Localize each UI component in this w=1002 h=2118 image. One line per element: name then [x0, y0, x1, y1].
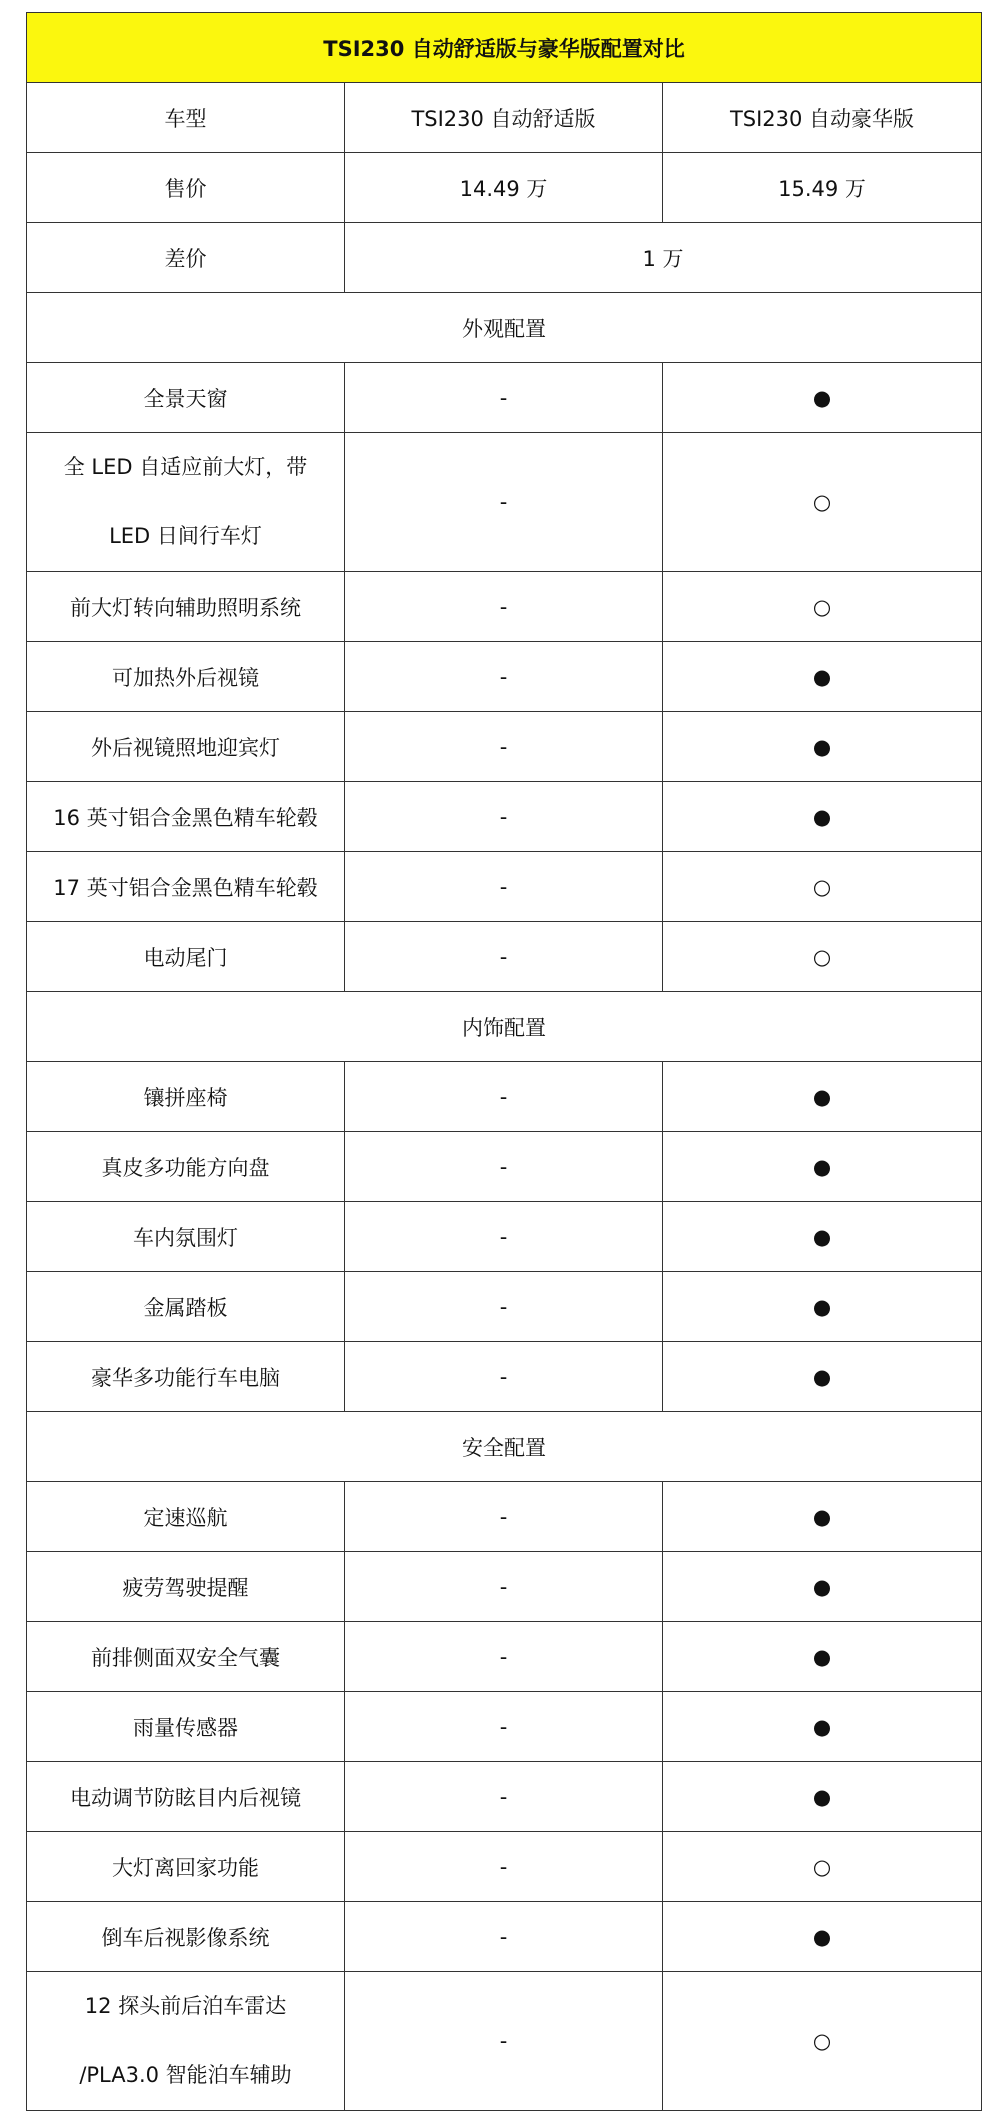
standard-filled-dot-icon: ●: [663, 1692, 982, 1762]
optional-hollow-circle-icon: ○: [663, 433, 982, 572]
feature-name: 外后视镜照地迎宾灯: [27, 712, 345, 782]
comfort-availability: -: [345, 642, 663, 712]
table-row: [27, 433, 982, 572]
comfort-availability: -: [345, 922, 663, 992]
table-row: [27, 1482, 982, 1552]
header-comfort-trim: TSI230 自动舒适版: [345, 83, 663, 153]
comfort-availability: -: [345, 1062, 663, 1132]
section-title: 内饰配置: [27, 992, 982, 1062]
section-header-row: [27, 992, 982, 1062]
comfort-availability: -: [345, 1832, 663, 1902]
feature-name: 定速巡航: [27, 1482, 345, 1552]
comfort-availability: -: [345, 572, 663, 642]
standard-filled-dot-icon: ●: [663, 1552, 982, 1622]
standard-filled-dot-icon: ●: [663, 1272, 982, 1342]
table-row: [27, 1132, 982, 1202]
table-row: [27, 1832, 982, 1902]
comfort-availability: -: [345, 1762, 663, 1832]
optional-hollow-circle-icon: ○: [663, 1972, 982, 2111]
table-row: [27, 1762, 982, 1832]
feature-name: 前大灯转向辅助照明系统: [27, 572, 345, 642]
title-row: [27, 13, 982, 83]
standard-filled-dot-icon: ●: [663, 1622, 982, 1692]
optional-hollow-circle-icon: ○: [663, 1832, 982, 1902]
standard-filled-dot-icon: ●: [663, 1342, 982, 1412]
standard-filled-dot-icon: ●: [663, 1062, 982, 1132]
comfort-availability: -: [345, 1202, 663, 1272]
standard-filled-dot-icon: ●: [663, 782, 982, 852]
comfort-availability: -: [345, 1902, 663, 1972]
price-comfort: 14.49 万: [345, 153, 663, 223]
optional-hollow-circle-icon: ○: [663, 852, 982, 922]
table-row: [27, 1972, 982, 2111]
standard-filled-dot-icon: ●: [663, 1132, 982, 1202]
comfort-availability: -: [345, 712, 663, 782]
table-row: [27, 782, 982, 852]
table-title: TSI230 自动舒适版与豪华版配置对比: [27, 13, 982, 83]
feature-name: 全景天窗: [27, 363, 345, 433]
standard-filled-dot-icon: ●: [663, 712, 982, 782]
standard-filled-dot-icon: ●: [663, 363, 982, 433]
standard-filled-dot-icon: ●: [663, 1902, 982, 1972]
comfort-availability: -: [345, 852, 663, 922]
comfort-availability: -: [345, 1692, 663, 1762]
feature-name: 雨量传感器: [27, 1692, 345, 1762]
standard-filled-dot-icon: ●: [663, 642, 982, 712]
comfort-availability: -: [345, 1622, 663, 1692]
diff-row: [27, 223, 982, 293]
table-row: [27, 1202, 982, 1272]
section-title: 安全配置: [27, 1412, 982, 1482]
price-row: [27, 153, 982, 223]
table-row: [27, 1902, 982, 1972]
table-row: [27, 1552, 982, 1622]
feature-name: 金属踏板: [27, 1272, 345, 1342]
comfort-availability: -: [345, 782, 663, 852]
feature-name: 倒车后视影像系统: [27, 1902, 345, 1972]
feature-name: 真皮多功能方向盘: [27, 1132, 345, 1202]
feature-name: 电动尾门: [27, 922, 345, 992]
section-title: 外观配置: [27, 293, 982, 363]
standard-filled-dot-icon: ●: [663, 1482, 982, 1552]
comfort-availability: -: [345, 433, 663, 572]
table-row: [27, 1272, 982, 1342]
optional-hollow-circle-icon: ○: [663, 922, 982, 992]
feature-name: 疲劳驾驶提醒: [27, 1552, 345, 1622]
standard-filled-dot-icon: ●: [663, 1202, 982, 1272]
diff-label: 差价: [27, 223, 345, 293]
feature-name: 大灯离回家功能: [27, 1832, 345, 1902]
comfort-availability: -: [345, 1342, 663, 1412]
price-luxury: 15.49 万: [663, 153, 982, 223]
diff-value: 1 万: [345, 223, 982, 293]
comfort-availability: -: [345, 1972, 663, 2111]
feature-name: 全 LED 自适应前大灯，带 LED 日间行车灯: [27, 433, 345, 572]
comparison-table: [26, 12, 982, 2111]
feature-name: 可加热外后视镜: [27, 642, 345, 712]
header-luxury-trim: TSI230 自动豪华版: [663, 83, 982, 153]
comfort-availability: -: [345, 1482, 663, 1552]
price-label: 售价: [27, 153, 345, 223]
comfort-availability: -: [345, 1552, 663, 1622]
table-row: [27, 922, 982, 992]
header-model-label: 车型: [27, 83, 345, 153]
comfort-availability: -: [345, 363, 663, 433]
feature-name: 电动调节防眩目内后视镜: [27, 1762, 345, 1832]
comfort-availability: -: [345, 1132, 663, 1202]
standard-filled-dot-icon: ●: [663, 1762, 982, 1832]
table-row: [27, 712, 982, 782]
section-header-row: [27, 293, 982, 363]
header-row: [27, 83, 982, 153]
table-row: [27, 1622, 982, 1692]
feature-name: 16 英寸铝合金黑色精车轮毂: [27, 782, 345, 852]
table-row: [27, 852, 982, 922]
feature-name: 镶拼座椅: [27, 1062, 345, 1132]
feature-name: 12 探头前后泊车雷达 /PLA3.0 智能泊车辅助: [27, 1972, 345, 2111]
table-row: [27, 1342, 982, 1412]
feature-name: 豪华多功能行车电脑: [27, 1342, 345, 1412]
section-header-row: [27, 1412, 982, 1482]
table-row: [27, 1692, 982, 1762]
feature-name: 17 英寸铝合金黑色精车轮毂: [27, 852, 345, 922]
feature-name: 车内氛围灯: [27, 1202, 345, 1272]
table-row: [27, 1062, 982, 1132]
comfort-availability: -: [345, 1272, 663, 1342]
table-row: [27, 363, 982, 433]
table-row: [27, 642, 982, 712]
optional-hollow-circle-icon: ○: [663, 572, 982, 642]
feature-name: 前排侧面双安全气囊: [27, 1622, 345, 1692]
table-row: [27, 572, 982, 642]
